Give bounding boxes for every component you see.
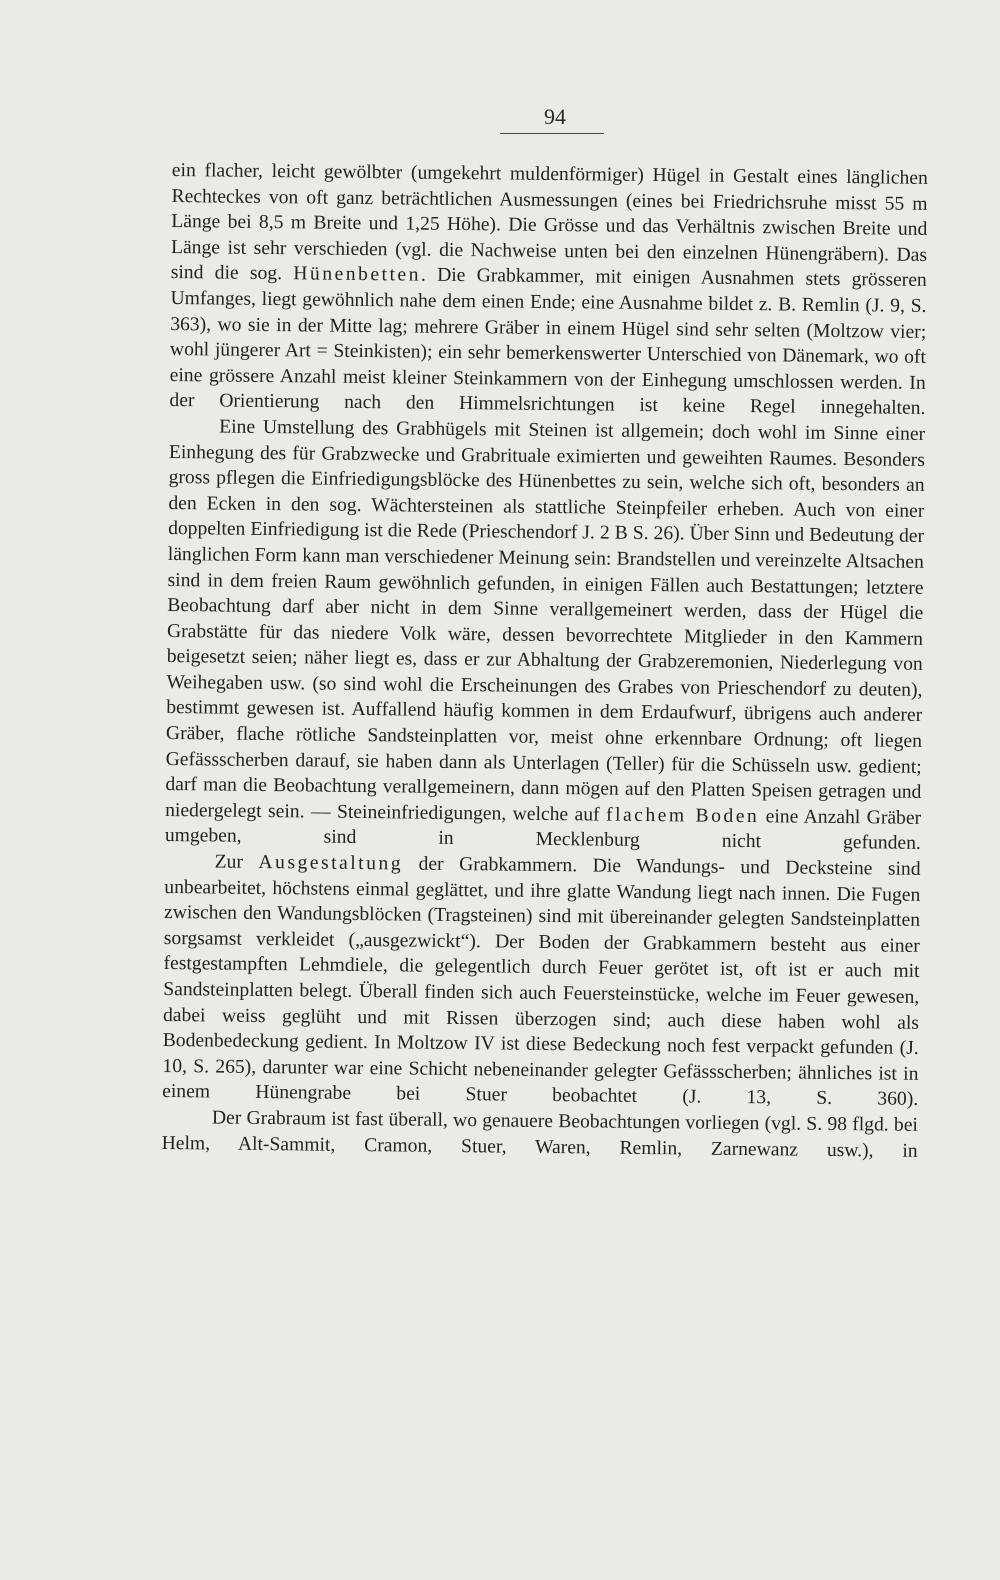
paragraph-2-spaced-term: flachem Boden <box>605 804 760 828</box>
paragraph-3 <box>162 849 921 1113</box>
page-number-rule <box>500 133 604 134</box>
paragraph-4-text-a: Der Grabraum ist fast überall, wo genauere Beobachtungen vorliegen (vgl. S. 98 flgd. bei Helm, Alt-Sammit, Cramon, Stuer, Waren, Remlin, Zarnewanz usw.), in <box>161 1107 919 1162</box>
paragraph-1-text-b: . Die Grabkammer, mit einigen Ausnahmen stets grösseren Umfanges, liegt gewöhnlich nahe dem einen Ende; eine Ausnahme bildet z. B. Remlin (J. 9, S. 363), wo sie in der Mitte lag; mehrere Gräber in einem Hügel sind sehr selten (Moltzow vier; wohl jüngerer Art = Steinkisten); ein sehr bemerkenswerter Unterschied von Dänemark, wo oft eine grössere Anzahl meist kleiner Steinkammern von der Einhegung umschlossen werden. In der Orientierung nach den Himmelsrichtungen ist keine Regel innegehalten. <box>169 264 927 420</box>
paragraph-2 <box>165 414 926 857</box>
paragraph-1-spaced-term: Hünenbetten <box>293 263 422 286</box>
paragraph-3-text-b: der Grabkammern. Die Wandungs- und Decksteine sind unbearbeitet, höchstens einmal geglättet, und ihre glatte Wandung liegt nach innen. Die Fugen zwischen den Wandungsblöcken (Tragsteinen) sind mit übereinander gelegten Sandsteinplatten sorgsamst verkleidet („ausgezwickt“). Der Boden der Grabkammern besteht aus einer festgestampften Lehmdiele, die gelegentlich durch Feuer gerötet ist, oft ist er auch mit Sandsteinplatten belegt. Überall finden sich auch Feuersteinstücke, welche im Feuer gewesen, dabei weiss geglüht und mit Rissen überzogen sind; auch diese haben wohl als Bodenbedeckung gedient. In Moltzow IV ist diese Bedeckung noch fest verpackt gefunden (J. 10, S. 265), darunter war eine Schicht nebeneinander gelegter Gefässscherben; ähnliches ist in einem Hünengrabe bei Stuer beobachtet (J. 13, S. 360). <box>162 853 921 1111</box>
page-number: 94 <box>544 104 566 129</box>
paragraph-1 <box>169 158 928 422</box>
paragraph-3-spaced-term: Ausgestaltung <box>258 851 404 875</box>
paragraph-3-text-a: Zur <box>214 851 259 873</box>
paragraph-1-text-a: ein flacher, leicht gewölbter (umgekehrt muldenförmiger) Hügel in Gestalt eines länglichen Rechteckes von oft ganz beträchtlichen Ausmessungen (eines bei Friedrichsruhe misst 55 m Länge bei 8,5 m Breite und 1,25 Höhe). Die Grösse und das Verhältnis zwischen Breite und Länge ist sehr verschieden (vgl. die Nachweise unten bei den einzelnen Hünengräbern). Das sind die sog. <box>170 159 928 285</box>
paragraph-2-text-b: eine Anzahl Gräber umgeben, sind in Mecklenburg nicht gefunden. <box>164 806 922 855</box>
paragraph-2-text-a: Eine Umstellung des Grabhügels mit Steinen ist allgemein; doch wohl im Sinne einer Einhegung des für Grabzwecke und Grabrituale eximierten und geweihten Raumes. Besonders gross pflegen die Einfriedigungsblöcke des Hünenbettes zu sein, welche sich oft, besonders an den Ecken in den sog. Wächtersteinen als stattliche Steinpfeiler erheben. Auch von einer doppelten Einfriedigung ist die Rede (Prieschendorf J. 2 B S. 26). Über Sinn und Bedeutung der länglichen Form kann man verschiedener Meinung sein: Brandstellen und vereinzelte Altsachen sind in dem freien Raum gewöhnlich gefunden, in einigen Fällen auch Bestattungen; letztere Beobachtung darf aber nicht in dem Sinne verallgemeinert werden, dass der Hügel die Grabstätte für das niedere Volk wäre, dessen bevorrechtete Mitglieder in den Kammern beigesetzt seien; näher liegt es, dass er zur Abhaltung der Grabzeremonien, Niederlegung von Weihegaben usw. (so sind wohl die Erscheinungen des Grabes von Prieschendorf zu deuten), bestimmt gewesen ist. Auffallend häufig kommen in dem Erdaufwurf, übrigens auch anderer Gräber, flache rötliche Sandsteinplatten vor, meist ohne erkennbare Ordnung; oft liegen Gefässscherben darauf, sie haben dann als Unterlagen (Teller) für die Schüsseln usw. gedient; darf man die Beobachtung verallgemeinern, dann mögen auf den Platten Speisen getragen und niedergelegt sein. — Steineinfriedigungen, welche auf <box>165 416 926 826</box>
paragraph-4 <box>162 1105 918 1164</box>
body-text <box>162 158 928 1164</box>
